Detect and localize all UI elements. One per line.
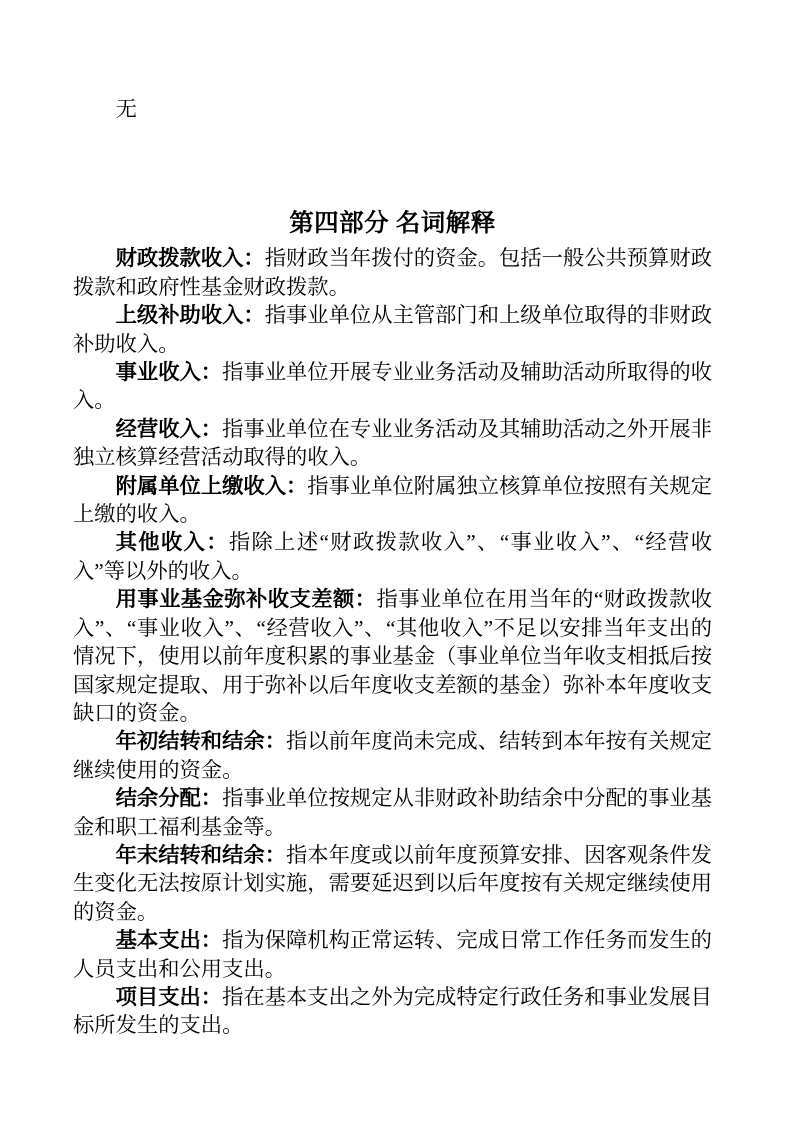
term-definition: 指事业单位开展专业业务活动及辅助活动所取得的收入。 <box>73 360 712 413</box>
intro-text: 无 <box>115 97 137 121</box>
term-definition: 指事业单位在用当年的“财政拨款收入”、“事业收入”、“经营收入”、“其他收入”不足以安排当年支出的情况下，使用以前年度积累的事业基金（事业单位当年收支相抵后按国家规定提取、用于弥补以后年度收支差额的基金）弥补本年度收支缺口的资金。 <box>73 587 712 725</box>
term-definition: 指本年度或以前年度预算安排、因客观条件发生变化无法按原计划实施，需要延迟到以后年度按有关规定继续使用的资金。 <box>73 842 712 924</box>
term-definition: 指以前年度尚未完成、结转到本年按有关规定继续使用的资金。 <box>73 729 712 782</box>
term-paragraph <box>73 358 712 415</box>
term-name: 其他收入： <box>115 530 229 555</box>
term-definition: 指事业单位从主管部门和上级单位取得的非财政补助收入。 <box>73 303 712 356</box>
term-paragraph <box>73 784 712 841</box>
term-name: 上级补助收入： <box>115 303 265 328</box>
glossary-list <box>73 244 712 1039</box>
term-definition: 指事业单位在专业业务活动及其辅助活动之外开展非独立核算经营活动取得的收入。 <box>73 416 712 470</box>
term-name: 基本支出： <box>115 928 223 953</box>
term-name: 年初结转和结余： <box>115 729 286 754</box>
term-paragraph <box>73 983 712 1040</box>
term-paragraph <box>73 727 712 784</box>
term-name: 项目支出： <box>115 984 223 1009</box>
term-definition: 指事业单位附属独立核算单位按照有关规定上缴的收入。 <box>73 473 712 527</box>
term-definition: 指事业单位按规定从非财政补助结余中分配的事业基金和职工福利基金等。 <box>73 786 712 839</box>
term-paragraph <box>73 841 712 926</box>
term-paragraph <box>73 528 712 585</box>
term-name: 经营收入： <box>115 416 223 441</box>
term-name: 财政拨款收入： <box>115 246 265 271</box>
term-paragraph <box>73 301 712 358</box>
term-paragraph <box>73 472 712 529</box>
term-paragraph <box>73 244 712 301</box>
term-definition: 指财政当年拨付的资金。包括一般公共预算财政拨款和政府性基金财政拨款。 <box>73 246 712 299</box>
term-name: 结余分配： <box>115 786 223 811</box>
term-name: 用事业基金弥补收支差额： <box>115 587 377 612</box>
term-paragraph <box>73 585 712 727</box>
term-name: 年末结转和结余： <box>115 842 286 867</box>
term-name: 事业收入： <box>115 360 223 385</box>
term-name: 附属单位上缴收入： <box>115 473 308 498</box>
section-heading: 第四部分 名词解释 <box>289 210 496 238</box>
term-definition: 指除上述“财政拨款收入”、“事业收入”、“经营收入”等以外的收入。 <box>73 530 712 583</box>
term-paragraph <box>73 926 712 983</box>
term-definition: 指在基本支出之外为完成特定行政任务和事业发展目标所发生的支出。 <box>73 984 712 1038</box>
term-paragraph <box>73 415 712 472</box>
term-definition: 指为保障机构正常运转、完成日常工作任务而发生的人员支出和公用支出。 <box>73 928 712 981</box>
